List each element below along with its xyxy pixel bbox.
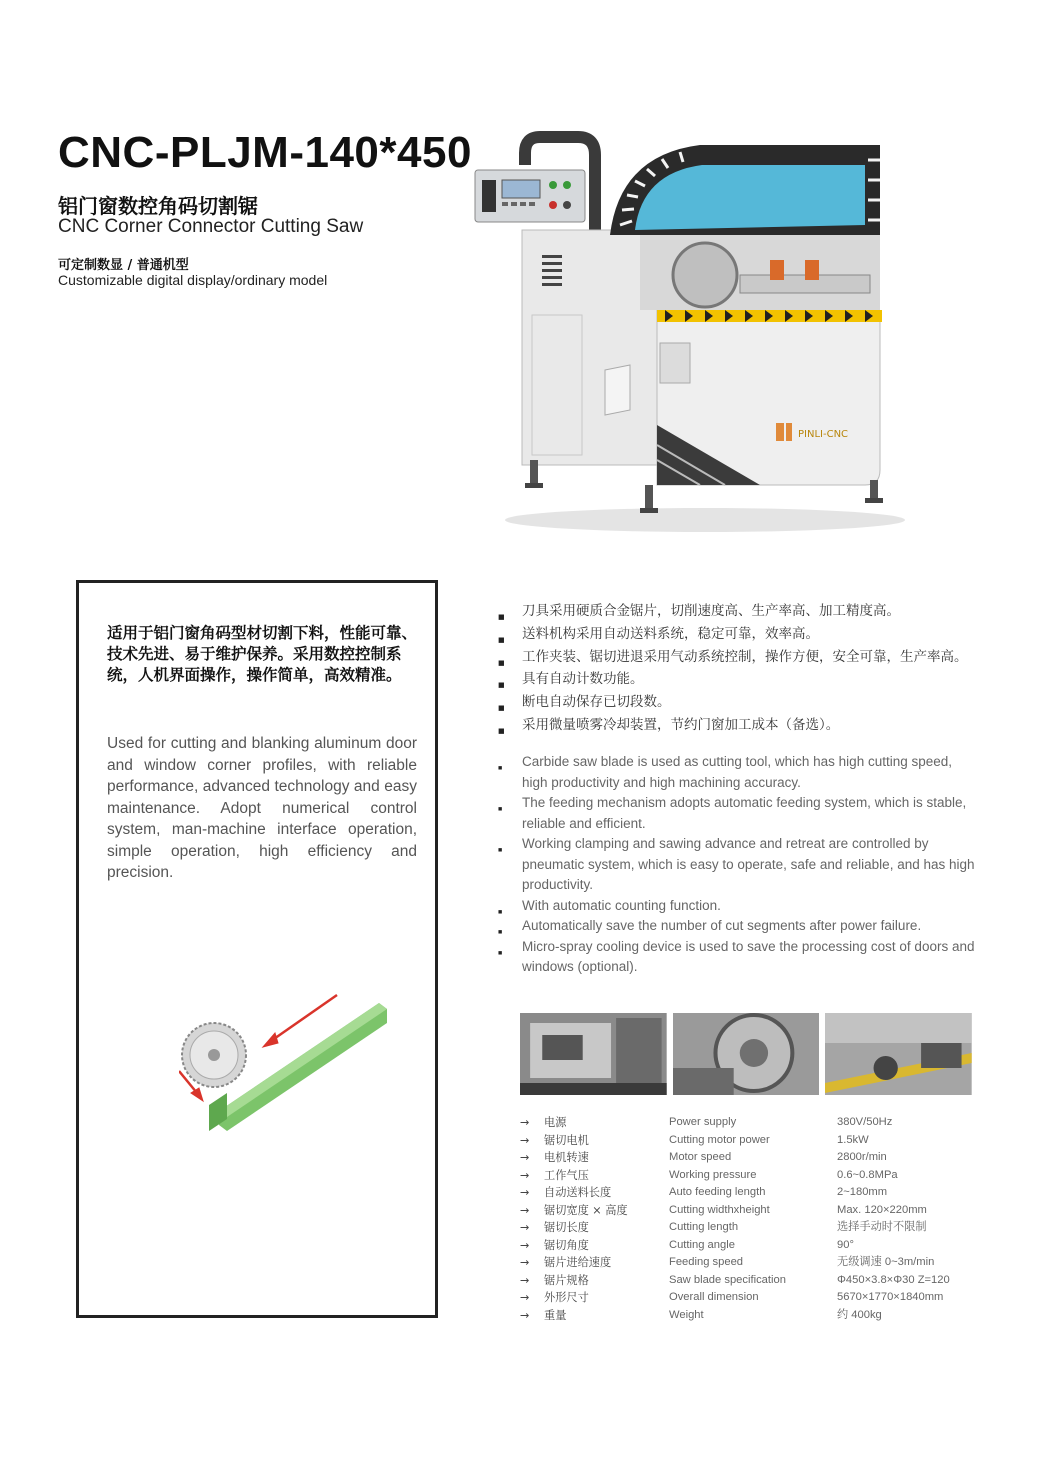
spec-label-en: Feeding speed [669, 1256, 744, 1268]
spec-value: Max. 120×220mm [837, 1203, 927, 1216]
model-variant-en: Customizable digital display/ordinary model [58, 272, 328, 288]
spec-row [520, 1184, 980, 1202]
spec-row [520, 1167, 980, 1185]
spec-row [520, 1237, 980, 1255]
spec-label-cn: 锯切电机 [544, 1133, 589, 1147]
spec-row [520, 1289, 980, 1307]
feature-item: ■ 具有自动计数功能。 [498, 668, 978, 691]
arrow-right-icon: → [520, 1186, 530, 1199]
spec-value: 无级调速 0~3m/min [837, 1256, 935, 1268]
brand-logo-text: PINLI-CNC [798, 429, 849, 440]
spec-value: 约 400kg [837, 1308, 882, 1321]
spec-value: 1.5kW [837, 1133, 869, 1146]
arrow-right-icon: → [520, 1168, 530, 1182]
detail-photo-feeder [825, 1013, 972, 1095]
intro-text-en: Used for cutting and blanking aluminum door and window corner profiles, with reliable performance, advanced technology and easy maintenance. Adopt numerical control system, man-machine interface operation, simple operation, high efficiency and precision. [107, 735, 417, 881]
spec-row [520, 1114, 980, 1132]
spec-label-en: Cutting motor power [669, 1133, 770, 1146]
spec-value: Φ450×3.8×Φ30 Z=120 [837, 1273, 950, 1286]
saw-blade-icon [182, 1023, 246, 1087]
spec-label-en: Auto feeding length [669, 1186, 766, 1198]
spec-row [520, 1307, 980, 1325]
spec-label-en: Cutting length [669, 1221, 739, 1233]
spec-row [520, 1149, 980, 1167]
spec-value: 5670×1770×1840mm [837, 1291, 944, 1303]
spec-label-cn: 电源 [544, 1116, 567, 1129]
arrow-right-icon: → [520, 1116, 530, 1129]
spec-row [520, 1219, 980, 1237]
feature-item: ■ Working clamping and sawing advance and retreat are controlled by pneumatic system, which is easy to operate, safe and reliable, and has high productivity. [498, 834, 978, 896]
product-name-cn: 铝门窗数控角码切割锯 [58, 194, 258, 218]
arrow-right-icon: → [520, 1203, 530, 1217]
spec-value: 2~180mm [837, 1186, 888, 1198]
feature-item: ■ Micro-spray cooling device is used to save the processing cost of doors and windows (optional). [498, 937, 978, 978]
spec-value: 2800r/min [837, 1151, 887, 1163]
feature-list-cn [498, 600, 978, 737]
spec-label-en: Power supply [669, 1116, 737, 1128]
machine-photo [470, 125, 915, 535]
arrow-right-icon: → [520, 1256, 530, 1269]
product-model-title: CNC-PLJM-140*450 [58, 128, 472, 177]
feature-item: ■ The feeding mechanism adopts automatic feeding system, which is stable, reliable and efficient. [498, 793, 978, 834]
spec-value: 选择手动时不限制 [837, 1221, 927, 1233]
arrow-right-icon: → [520, 1133, 530, 1147]
spec-value: 90° [837, 1238, 854, 1251]
intro-panel [76, 580, 438, 1318]
feature-item: ■ 断电自动保存已切段数。 [498, 691, 978, 714]
spec-label-cn: 电机转速 [544, 1151, 589, 1164]
spec-value: 380V/50Hz [837, 1116, 893, 1128]
detail-photo-control [520, 1013, 667, 1095]
arrow-right-icon: → [520, 1238, 530, 1252]
detail-photos [520, 1013, 972, 1095]
spec-label-cn: 锯切长度 [544, 1221, 589, 1234]
spec-label-cn: 锯切宽度 × 高度 [544, 1203, 628, 1217]
feature-item: ■ With automatic counting function. [498, 896, 978, 917]
arrow-right-icon: → [520, 1291, 530, 1304]
arrow-right-icon: → [520, 1151, 530, 1164]
spec-label-en: Weight [669, 1308, 704, 1321]
spec-label-en: Saw blade specification [669, 1273, 786, 1286]
spec-row [520, 1254, 980, 1272]
saw-cutting-illustration [179, 993, 394, 1138]
spec-label-cn: 自动送料长度 [544, 1186, 612, 1199]
model-variant-cn: 可定制数显 / 普通机型 [58, 258, 189, 273]
arrow-right-icon: → [520, 1308, 530, 1322]
feature-item: ■ 刀具采用硬质合金锯片，切削速度高、生产率高、加工精度高。 [498, 600, 978, 623]
detail-photo-blade [673, 1013, 820, 1095]
feature-item: ■ 采用微量喷雾冷却装置，节约门窗加工成本（备选）。 [498, 714, 978, 737]
spec-row [520, 1132, 980, 1150]
spec-value: 0.6~0.8MPa [837, 1168, 898, 1181]
spec-label-cn: 锯片进给速度 [544, 1256, 612, 1269]
spec-label-en: Overall dimension [669, 1291, 759, 1303]
spec-table [520, 1114, 980, 1324]
spec-label-en: Cutting angle [669, 1238, 735, 1251]
spec-label-cn: 锯片规格 [544, 1273, 589, 1287]
spec-label-cn: 重量 [544, 1308, 567, 1322]
feature-item: ■ 送料机构采用自动送料系统，稳定可靠，效率高。 [498, 623, 978, 646]
spec-label-en: Working pressure [669, 1168, 757, 1181]
feature-item: ■ 工作夹装、锯切进退采用气动系统控制，操作方便，安全可靠，生产率高。 [498, 646, 978, 669]
spec-label-cn: 外形尺寸 [544, 1291, 589, 1304]
spec-row [520, 1202, 980, 1220]
spec-label-cn: 锯切角度 [544, 1238, 589, 1252]
intro-text-cn: 适用于铝门窗角码型材切割下料，性能可靠、技术先进、易于维护保养。采用数控控制系统，人机界面操作，操作简单，高效精准。 [107, 624, 418, 684]
product-name-en: CNC Corner Connector Cutting Saw [58, 216, 364, 237]
spec-label-en: Motor speed [669, 1151, 732, 1163]
spec-row [520, 1272, 980, 1290]
feature-item: ■ Carbide saw blade is used as cutting tool, which has high cutting speed, high productivity and high machining accuracy. [498, 752, 978, 793]
spec-label-en: Cutting widthxheight [669, 1203, 770, 1216]
feature-item: ■ Automatically save the number of cut segments after power failure. [498, 916, 978, 937]
spec-label-cn: 工作气压 [544, 1168, 589, 1182]
feature-list-en [498, 752, 978, 978]
arrow-right-icon: → [520, 1273, 530, 1287]
arrow-right-icon: → [520, 1221, 530, 1234]
